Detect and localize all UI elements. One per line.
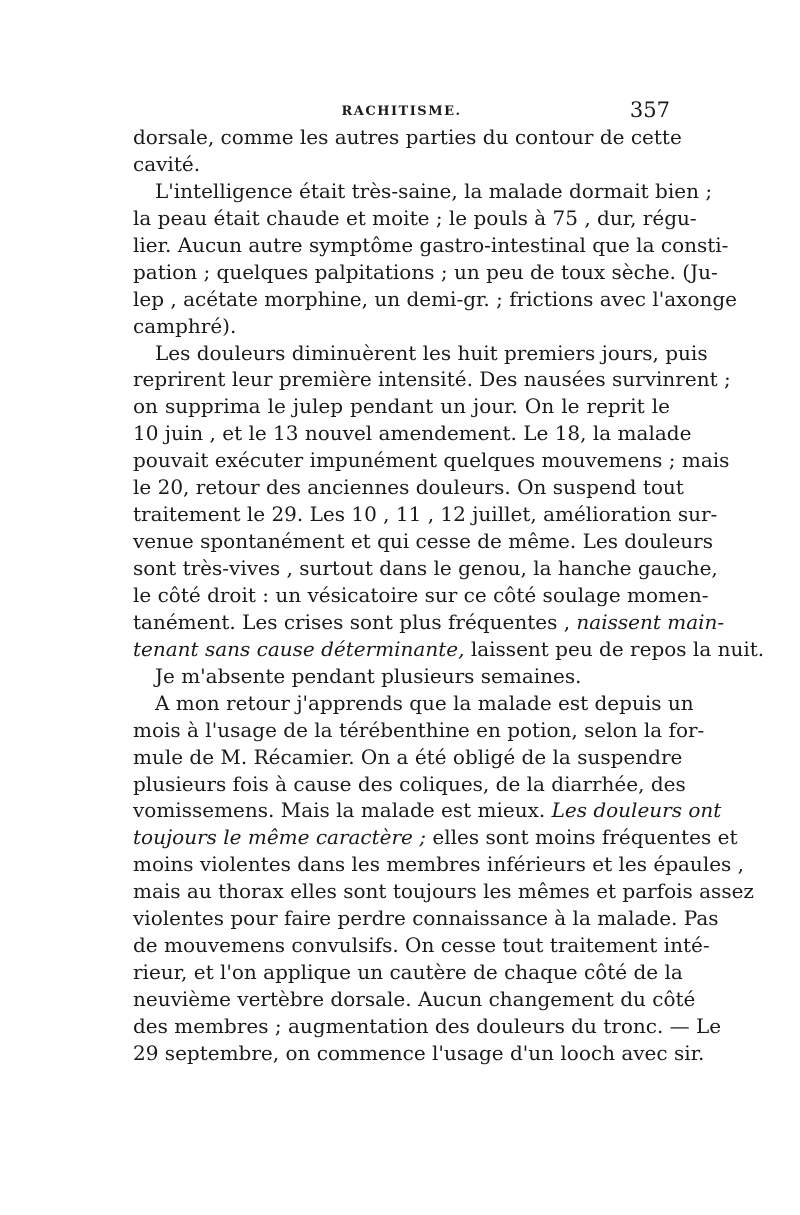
text-line — [133, 959, 683, 986]
text-segment: lier. Aucun autre symptôme gastro-intestinal que la consti- — [133, 232, 729, 257]
text-segment: venue spontanément et qui cesse de même. Les douleurs — [133, 529, 713, 554]
text-segment: pation ; quelques palpitations ; un peu de toux sèche. (Ju- — [133, 259, 718, 284]
text-segment: 29 septembre, on commence l'usage d'un looch avec sir. — [133, 1040, 705, 1065]
text-line — [133, 286, 738, 313]
running-title: RACHITISME. — [341, 104, 462, 119]
text-segment: rieur, et l'on applique un cautère de chaque côté de la — [133, 960, 683, 985]
text-line — [133, 232, 729, 259]
text-segment: lep , acétate morphine, un demi-gr. ; frictions avec l'axonge — [133, 286, 738, 311]
text-segment: tanément. Les crises sont plus fréquentes , — [133, 609, 577, 634]
text-line — [133, 797, 722, 824]
text-line — [133, 259, 718, 286]
italic-text: naissent main- — [576, 609, 725, 634]
text-segment: neuvième vertèbre dorsale. Aucun changement du côté — [133, 987, 696, 1011]
text-line — [133, 447, 730, 474]
text-segment: le 20, retour des anciennes douleurs. On suspend tout — [133, 475, 684, 500]
text-line — [133, 690, 694, 717]
text-segment: moins violentes dans les membres inférieurs et les épaules , — [133, 852, 745, 877]
italic-text: Les douleurs ont — [551, 798, 722, 823]
text-line — [133, 340, 708, 367]
italic-text: tenant sans cause déterminante, — [133, 636, 465, 661]
text-line — [133, 366, 731, 393]
text-line — [133, 178, 713, 205]
text-segment: L'intelligence était très-saine, la malade dormait bien ; — [155, 178, 713, 203]
text-segment: violentes pour faire perdre connaissance à la malade. Pas — [133, 906, 719, 931]
text-segment: A mon retour j'apprends que la malade est depuis un — [155, 690, 694, 715]
text-segment: le côté droit : un vésicatoire sur ce côté soulage momen- — [133, 582, 709, 607]
text-segment: on supprima le julep pendant un jour. On le reprit le — [133, 394, 670, 419]
text-segment: Je m'absente pendant plusieurs semaines. — [155, 663, 582, 688]
text-line — [133, 636, 765, 663]
text-line — [133, 528, 713, 555]
text-segment: mule de M. Récamier. On a été obligé de la suspendre — [133, 744, 683, 769]
text-line — [133, 420, 692, 447]
text-segment: 10 juin , et le 13 nouvel amendement. Le 18, la malade — [133, 421, 692, 446]
text-line — [133, 824, 738, 851]
italic-text: toujours le même caractère ; — [133, 825, 426, 850]
text-segment: mois à l'usage de la térébenthine en potion, selon la for- — [133, 717, 705, 742]
text-line — [133, 1040, 705, 1067]
text-line — [133, 555, 718, 582]
running-head — [133, 98, 670, 122]
text-line — [133, 313, 670, 340]
text-line — [133, 474, 684, 501]
text-segment: vomissemens. Mais la malade est mieux. — [133, 798, 552, 823]
text-line — [133, 393, 670, 420]
text-segment: camphré). — [133, 313, 237, 338]
text-segment: pouvait exécuter impunément quelques mouvemens ; mais — [133, 448, 730, 473]
text-segment: la peau était chaude et moite ; le pouls à 75 , dur, régu- — [133, 205, 697, 230]
text-line — [133, 878, 754, 905]
body-text — [133, 124, 765, 1067]
text-segment: reprirent leur première intensité. Des nausées survinrent ; — [133, 367, 731, 392]
text-segment: sont très-vives , surtout dans le genou, la hanche gauche, — [133, 556, 718, 580]
text-line — [133, 905, 719, 932]
text-line — [133, 986, 696, 1013]
text-segment: cavité. — [133, 151, 201, 176]
text-line — [133, 851, 745, 878]
text-segment: traitement le 29. Les 10 , 11 , 12 juillet, amélioration sur- — [133, 502, 718, 527]
page-number: 357 — [629, 98, 670, 122]
text-line — [133, 717, 705, 744]
text-segment: des membres ; augmentation des douleurs du tronc. — Le — [133, 1013, 722, 1038]
text-segment: laissent peu de repos la nuit. — [464, 636, 765, 661]
text-line — [133, 771, 686, 798]
text-line — [133, 744, 683, 771]
text-line — [133, 663, 670, 690]
text-segment: de mouvemens convulsifs. On cesse tout traitement inté- — [133, 933, 710, 958]
text-line — [133, 582, 709, 609]
text-segment: Les douleurs diminuèrent les huit premiers jours, puis — [155, 340, 708, 365]
text-line — [133, 932, 710, 959]
text-line — [133, 609, 725, 636]
text-segment: elles sont moins fréquentes et — [426, 825, 738, 850]
text-line — [133, 1013, 722, 1040]
text-line — [133, 124, 682, 151]
text-segment: dorsale, comme les autres parties du contour de cette — [133, 125, 682, 149]
text-segment: mais au thorax elles sont toujours les mêmes et parfois assez — [133, 879, 754, 904]
text-segment: plusieurs fois à cause des coliques, de la diarrhée, des — [133, 771, 686, 796]
text-line — [133, 151, 670, 178]
text-line — [133, 205, 697, 232]
text-line — [133, 501, 718, 528]
